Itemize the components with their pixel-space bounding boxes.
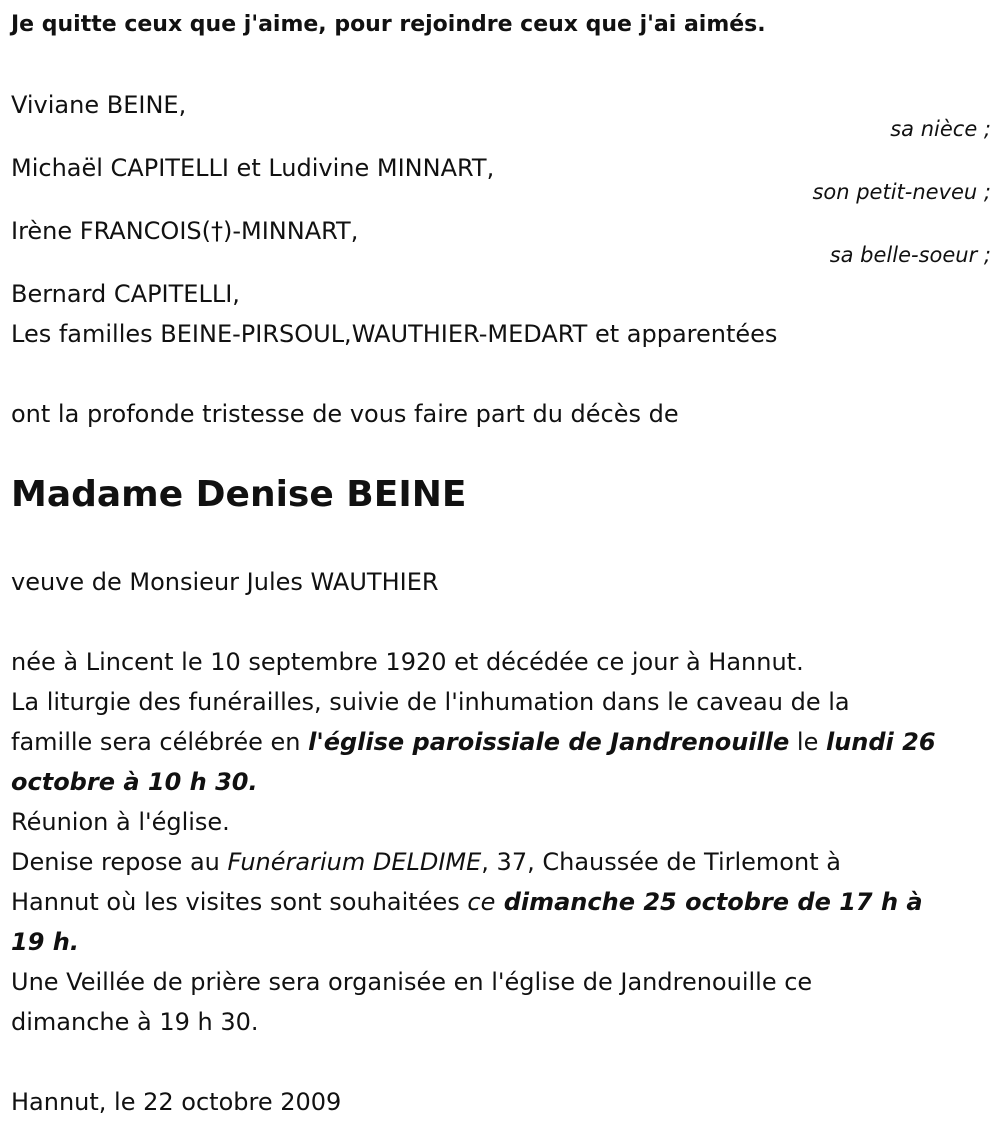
repose-line-2: Hannut où les visites sont souhaitées ce dimanche 25 octobre de 17 h à <box>11 888 923 916</box>
family-member-2: Michaël CAPITELLI et Ludivine MINNART, <box>11 154 495 182</box>
vigil-line-2: dimanche à 19 h 30. <box>11 1008 259 1036</box>
visit-time-part1: dimanche 25 octobre de 17 h à <box>495 888 923 916</box>
liturgy-line-2: famille sera célébrée en l'église paroissiale de Jandrenouille le lundi 26 <box>11 728 936 756</box>
liturgy-line-1: La liturgie des funérailles, suivie de l'inhumation dans le caveau de la <box>11 688 850 716</box>
repose-line-1: Denise repose au Funérarium DELDIME, 37, Chaussée de Tirlemont à <box>11 848 841 876</box>
family-member-3: Irène FRANCOIS(†)-MINNART, <box>11 217 359 245</box>
funerarium-name: Funérarium DELDIME <box>227 848 482 876</box>
funeral-date-part2: octobre à 10 h 30. <box>11 768 258 796</box>
deceased-name: Madame Denise BEINE <box>11 474 467 515</box>
church-name: l'église paroissiale de Jandrenouille <box>308 728 790 756</box>
vigil-line-1: Une Veillée de prière sera organisée en l'église de Jandrenouille ce <box>11 968 813 996</box>
family-member-4: Bernard CAPITELLI, <box>11 280 240 308</box>
reunion-text: Réunion à l'église. <box>11 808 230 836</box>
widow-of-text: veuve de Monsieur Jules WAUTHIER <box>11 568 439 596</box>
visit-time-part2: 19 h. <box>11 928 79 956</box>
family-relation-3: sa belle-soeur ; <box>829 243 991 267</box>
funeral-date-part1: lundi 26 <box>825 728 936 756</box>
family-relation-2: son petit-neveu ; <box>812 180 991 204</box>
birth-death-text: née à Lincent le 10 septembre 1920 et décédée ce jour à Hannut. <box>11 648 804 676</box>
family-relation-1: sa nièce ; <box>890 117 991 141</box>
family-member-1: Viviane BEINE, <box>11 91 187 119</box>
epigraph: Je quitte ceux que j'aime, pour rejoindre ceux que j'ai aimés. <box>11 12 766 37</box>
signature-date: Hannut, le 22 octobre 2009 <box>11 1088 342 1116</box>
announcement-text: ont la profonde tristesse de vous faire part du décès de <box>11 400 679 428</box>
family-member-5: Les familles BEINE-PIRSOUL,WAUTHIER-MEDART et apparentées <box>11 320 778 348</box>
